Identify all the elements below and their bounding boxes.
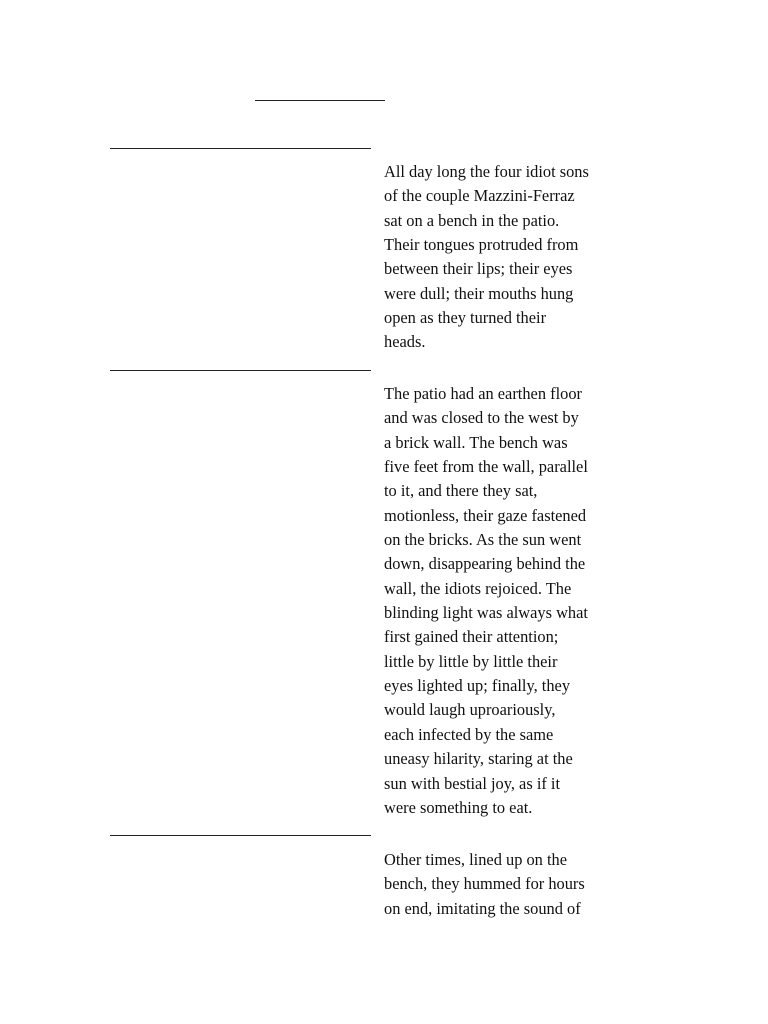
margin-rule-1	[110, 148, 371, 149]
margin-rule-3	[110, 835, 371, 836]
paragraph-1: All day long the four idiot sons of the couple Mazzini-Ferraz sat on a bench in the patio. Their tongues protruded from between their lips; their eyes were dull; their mouths hung open as they turned their heads.	[384, 162, 589, 352]
title-underline	[255, 100, 385, 101]
paragraph-3: Other times, lined up on the bench, they hummed for hours on end, imitating the sound of	[384, 850, 585, 918]
margin-rule-2	[110, 370, 371, 371]
paragraph-2: The patio had an earthen floor and was closed to the west by a brick wall. The bench was five feet from the wall, parallel to it, and there they sat, motionless, their gaze fastened on the bricks. As the sun went down, disappearing behind the wall, the idiots rejoiced. The blinding light was always what first gained their attention; little by little by little their eyes lighted up; finally, they would laugh uproariously, each infected by the same uneasy hilarity, staring at the sun with bestial joy, as if it were something to eat.	[384, 384, 588, 817]
